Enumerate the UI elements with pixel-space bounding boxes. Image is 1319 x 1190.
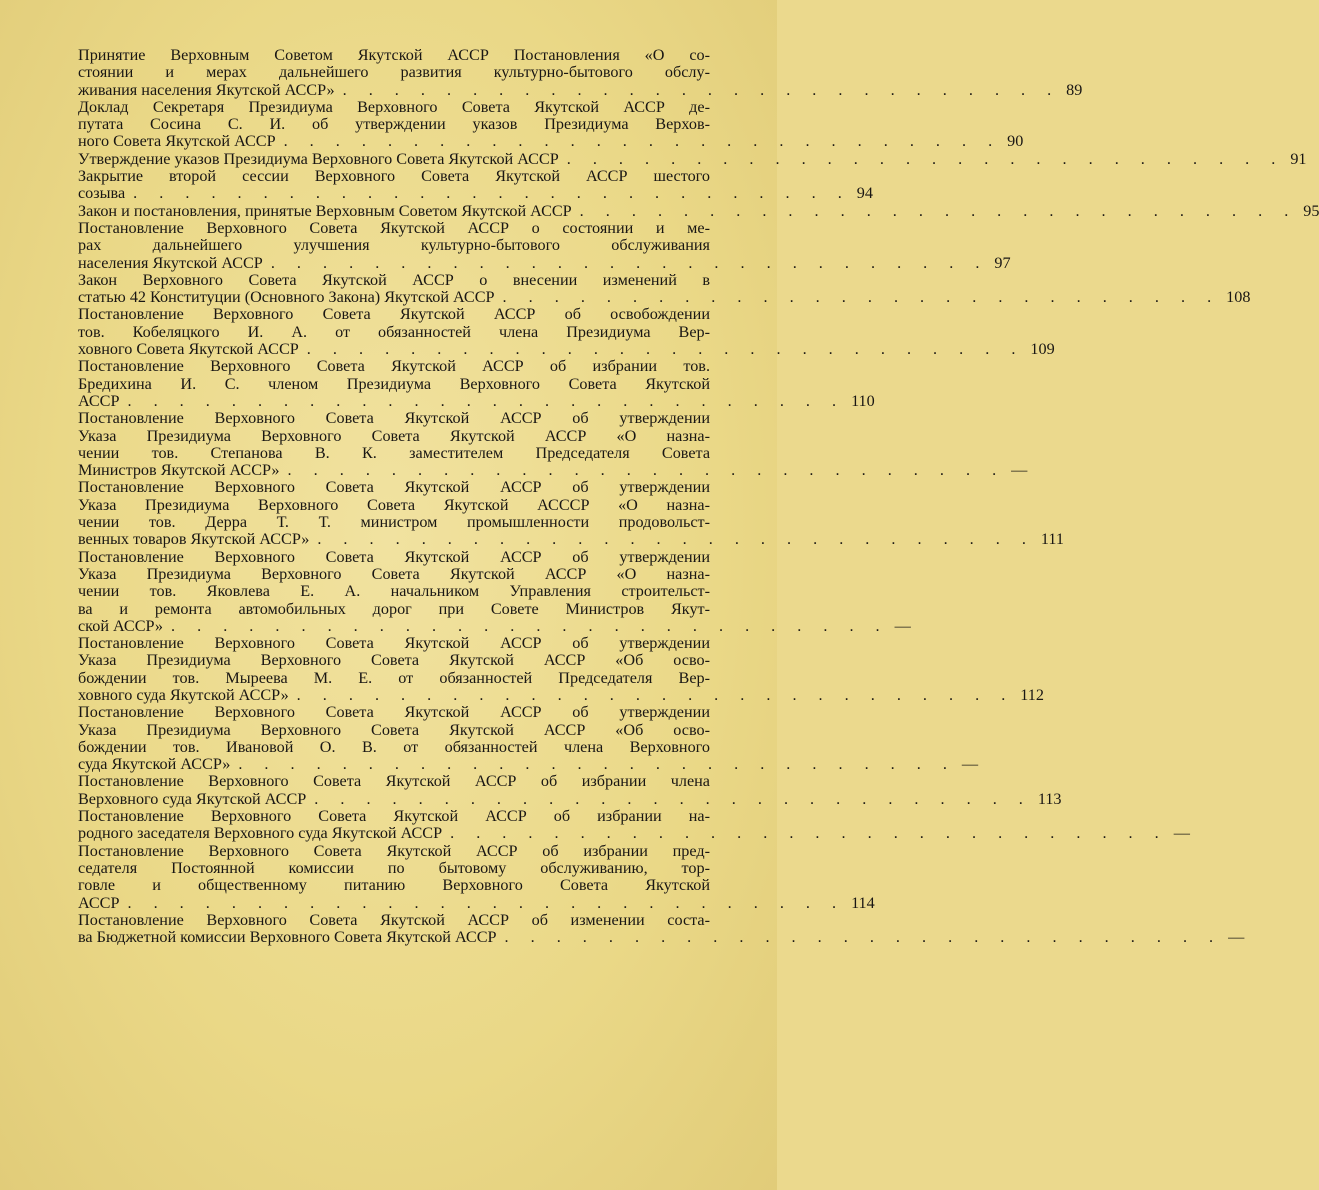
toc-entry [78, 46, 1083, 99]
toc-entry-last-line [78, 461, 1028, 480]
dot-leader: . . . . . . . . . . . . . . . . . . . . . . . . . . . . [287, 461, 1006, 480]
toc-entry-line: Постановление Верховного Совета Якутской АССР об изменении соста- [78, 910, 710, 929]
toc-entry-line: стоянии и мерах дальнейшего развития культурно-бытового обслу- [78, 63, 710, 82]
toc-entry [78, 218, 1011, 272]
toc-entry [78, 97, 1024, 151]
toc-entry [78, 841, 875, 912]
toc-entry-line: суда Якутской АССР» [78, 755, 231, 774]
toc-entry-line: бождении тов. Мыреева М. Е. от обязанностей Председателя Вер- [78, 668, 710, 687]
toc-entry-line: Постановление Верховного Совета Якутской АССР об избрании пред- [78, 841, 710, 860]
toc-entry [78, 807, 1190, 843]
toc-entry-line: созыва [78, 184, 126, 203]
toc-entry-line: Закон и постановления, принятые Верховным Советом Якутской АССР [78, 201, 572, 220]
page-number: 114 [851, 893, 875, 912]
page-number: — [1173, 824, 1190, 843]
toc-entry-line: родного заседателя Верховного суда Якутской АССР [78, 824, 443, 843]
toc-entry [78, 270, 1251, 307]
toc-entry-last-line [78, 789, 1062, 808]
page-number: 112 [1020, 685, 1044, 704]
dot-leader: . . . . . . . . . . . . . . . . . . . . . . . . . . . . [314, 789, 1032, 808]
page-number: 94 [856, 184, 873, 203]
toc-entry-line: Утверждение указов Президиума Верховного Совета Якутской АССР [78, 149, 559, 168]
toc-entry-line: ного Совета Якутской АССР [78, 132, 276, 151]
toc-entry [78, 149, 1307, 168]
toc-entry [78, 305, 1055, 359]
toc-entry-line: тов. Кобеляцкого И. А. от обязанностей члена Президиума Вер- [78, 322, 710, 341]
page-number: — [1011, 461, 1028, 480]
toc-entry-last-line [78, 755, 979, 774]
toc-entry-line: чении тов. Степанова В. К. заместителем Председателя Совета [78, 443, 710, 462]
toc-entry-line: Закрытие второй сессии Верховного Совета Якутской АССР шестого [78, 167, 710, 186]
toc-entry-line: венных товаров Якутской АССР» [78, 530, 310, 549]
toc-entry-last-line [78, 824, 1190, 843]
toc-entry-last-line [78, 184, 873, 203]
page-number: 108 [1226, 288, 1251, 307]
dot-leader: . . . . . . . . . . . . . . . . . . . . . . . . . . . . [504, 928, 1223, 947]
toc-entry-line: путата Сосина С. И. об утверждении указов Президиума Верхов- [78, 115, 710, 134]
toc-entry-line: Бредихина И. С. членом Президиума Верховного Совета Якутской [78, 374, 710, 393]
dot-leader: . . . . . . . . . . . . . . . . . . . . . . . . . . . . [238, 755, 956, 774]
dot-leader: . . . . . . . . . . . . . . . . . . . . . . . . . . . . [306, 340, 1025, 359]
toc-entry-last-line [78, 149, 1307, 168]
dot-leader: . . . . . . . . . . . . . . . . . . . . . . . . . . . . [127, 391, 846, 410]
toc-entry-last-line [78, 530, 1064, 549]
toc-entry-line: Постановление Верховного Совета Якутской АССР об избрании на- [78, 807, 710, 826]
toc-entry-line: Принятие Верховным Советом Якутской АССР Постановления «О со- [78, 46, 710, 64]
toc-entry [78, 634, 1044, 704]
dot-leader: . . . . . . . . . . . . . . . . . . . . . . . . . . . . [502, 288, 1221, 307]
toc-entry-last-line [78, 928, 1245, 947]
page-number: — [961, 755, 979, 774]
toc-entry-last-line [78, 288, 1251, 307]
dot-leader: . . . . . . . . . . . . . . . . . . . . . . . . . . . . [296, 685, 1015, 704]
toc-entry [78, 201, 1319, 220]
dot-leader: . . . . . . . . . . . . . . . . . . . . . . . . . . . . [579, 201, 1298, 220]
page-number: 111 [1040, 530, 1064, 549]
dot-leader: . . . . . . . . . . . . . . . . . . . . . . . . . . . . [127, 893, 846, 912]
toc-entry [78, 772, 1062, 808]
page-number: — [1228, 928, 1245, 947]
toc-entry-line: ва Бюджетной комиссии Верховного Совета Якутской АССР [78, 928, 497, 947]
toc-entry-last-line [78, 893, 875, 912]
toc-entry-line: Постановление Верховного Совета Якутской АССР об утверждении [78, 703, 710, 722]
dot-leader: . . . . . . . . . . . . . . . . . . . . . . . . . . . . [450, 824, 1168, 843]
toc-entry-line: говле и общественному питанию Верховного Совета Якутской [78, 876, 710, 895]
toc-entry-last-line [78, 616, 911, 635]
toc-entry-line: Доклад Секретаря Президиума Верховного Совета Якутской АССР де- [78, 97, 710, 116]
toc-entry-line: Постановление Верховного Совета Якутской АССР об утверждении [78, 547, 710, 566]
toc-entry-line: ва и ремонта автомобильных дорог при Совете Министров Якут- [78, 599, 710, 618]
page-number: — [894, 616, 911, 635]
dot-leader: . . . . . . . . . . . . . . . . . . . . . . . . . . . . [133, 184, 851, 203]
page-number: 113 [1037, 789, 1062, 808]
toc-entry-line: Верховного суда Якутской АССР [78, 789, 307, 808]
toc-entry-line: Указа Президиума Верховного Совета Якутской АСССР «О назна- [78, 495, 710, 514]
table-of-contents [78, 46, 1319, 947]
toc-entry-line: Постановление Верховного Совета Якутской АССР об утверждении [78, 409, 710, 428]
toc-entry-line: Указа Президиума Верховного Совета Якутской АССР «Об осво- [78, 651, 710, 670]
toc-entry-line: чении тов. Яковлева Е. А. начальником Управления строительст- [78, 582, 710, 601]
toc-entry-line: бождении тов. Ивановой О. В. от обязанностей члена Верховного [78, 737, 710, 756]
toc-entry-last-line [78, 80, 1083, 99]
page-number: 97 [994, 253, 1011, 272]
dot-leader: . . . . . . . . . . . . . . . . . . . . . . . . . . . . [171, 616, 889, 635]
toc-entry-line: Министров Якутской АССР» [78, 461, 280, 480]
toc-entry-line: Указа Президиума Верховного Совета Якутской АССР «О назна- [78, 564, 710, 583]
page-number: 90 [1007, 132, 1024, 151]
toc-entry-line: живания населения Якутской АССР» [78, 80, 335, 99]
toc-entry-last-line [78, 340, 1055, 359]
toc-entry [78, 357, 875, 410]
dot-leader: . . . . . . . . . . . . . . . . . . . . . . . . . . . . [270, 253, 989, 272]
toc-entry [78, 167, 873, 203]
toc-entry-line: Постановление Верховного Совета Якутской АССР об избрании тов. [78, 357, 710, 376]
toc-entry-line: Закон Верховного Совета Якутской АССР о внесении изменений в [78, 270, 710, 289]
page-number: 89 [1066, 80, 1083, 99]
toc-entry-last-line [78, 253, 1011, 272]
toc-entry-line: Постановление Верховного Совета Якутской АССР о состоянии и ме- [78, 218, 710, 237]
toc-entry-line: ской АССР» [78, 616, 164, 635]
dot-leader: . . . . . . . . . . . . . . . . . . . . . . . . . . . . [283, 132, 1002, 151]
toc-entry-last-line [78, 201, 1319, 220]
toc-entry-line: населения Якутской АССР [78, 253, 263, 272]
toc-entry-line: рах дальнейшего улучшения культурно-бытового обслуживания [78, 236, 710, 255]
page-number: 91 [1290, 149, 1307, 168]
dot-leader: . . . . . . . . . . . . . . . . . . . . . . . . . . . . [342, 80, 1061, 99]
page-number: 109 [1030, 340, 1055, 359]
toc-entry-last-line [78, 132, 1024, 151]
toc-entry-line: Постановление Верховного Совета Якутской АССР об освобождении [78, 305, 710, 324]
toc-entry-line: ховного суда Якутской АССР» [78, 685, 289, 704]
toc-entry-line: Указа Президиума Верховного Совета Якутской АССР «Об осво- [78, 720, 710, 739]
toc-entry-line: Постановление Верховного Совета Якутской АССР об утверждении [78, 478, 710, 497]
toc-entry-last-line [78, 391, 875, 410]
dot-leader: . . . . . . . . . . . . . . . . . . . . . . . . . . . . [566, 149, 1285, 168]
toc-entry-line: ховного Совета Якутской АССР [78, 340, 299, 359]
toc-entry [78, 703, 979, 774]
toc-entry [78, 910, 1245, 947]
toc-entry-line: Постановление Верховного Совета Якутской АССР об утверждении [78, 634, 710, 653]
page-number: 110 [851, 391, 875, 410]
toc-entry-line: статью 42 Конституции (Основного Закона) Якутской АССР [78, 288, 495, 307]
page-number: 95 [1303, 201, 1319, 220]
toc-entry-line: АССР [78, 391, 120, 410]
toc-entry [78, 478, 1064, 549]
toc-entry [78, 409, 1028, 480]
toc-entry-last-line [78, 685, 1044, 704]
toc-entry-line: седателя Постоянной комиссии по бытовому обслуживанию, тор- [78, 858, 710, 877]
toc-entry [78, 547, 911, 635]
toc-entry-line: Постановление Верховного Совета Якутской АССР об избрании члена [78, 772, 710, 791]
toc-entry-line: Указа Президиума Верховного Совета Якутской АССР «О назна- [78, 426, 710, 445]
toc-entry-line: АССР [78, 893, 120, 912]
dot-leader: . . . . . . . . . . . . . . . . . . . . . . . . . . . . [317, 530, 1035, 549]
toc-entry-line: чении тов. Дерра Т. Т. министром промышленности продовольст- [78, 513, 710, 532]
